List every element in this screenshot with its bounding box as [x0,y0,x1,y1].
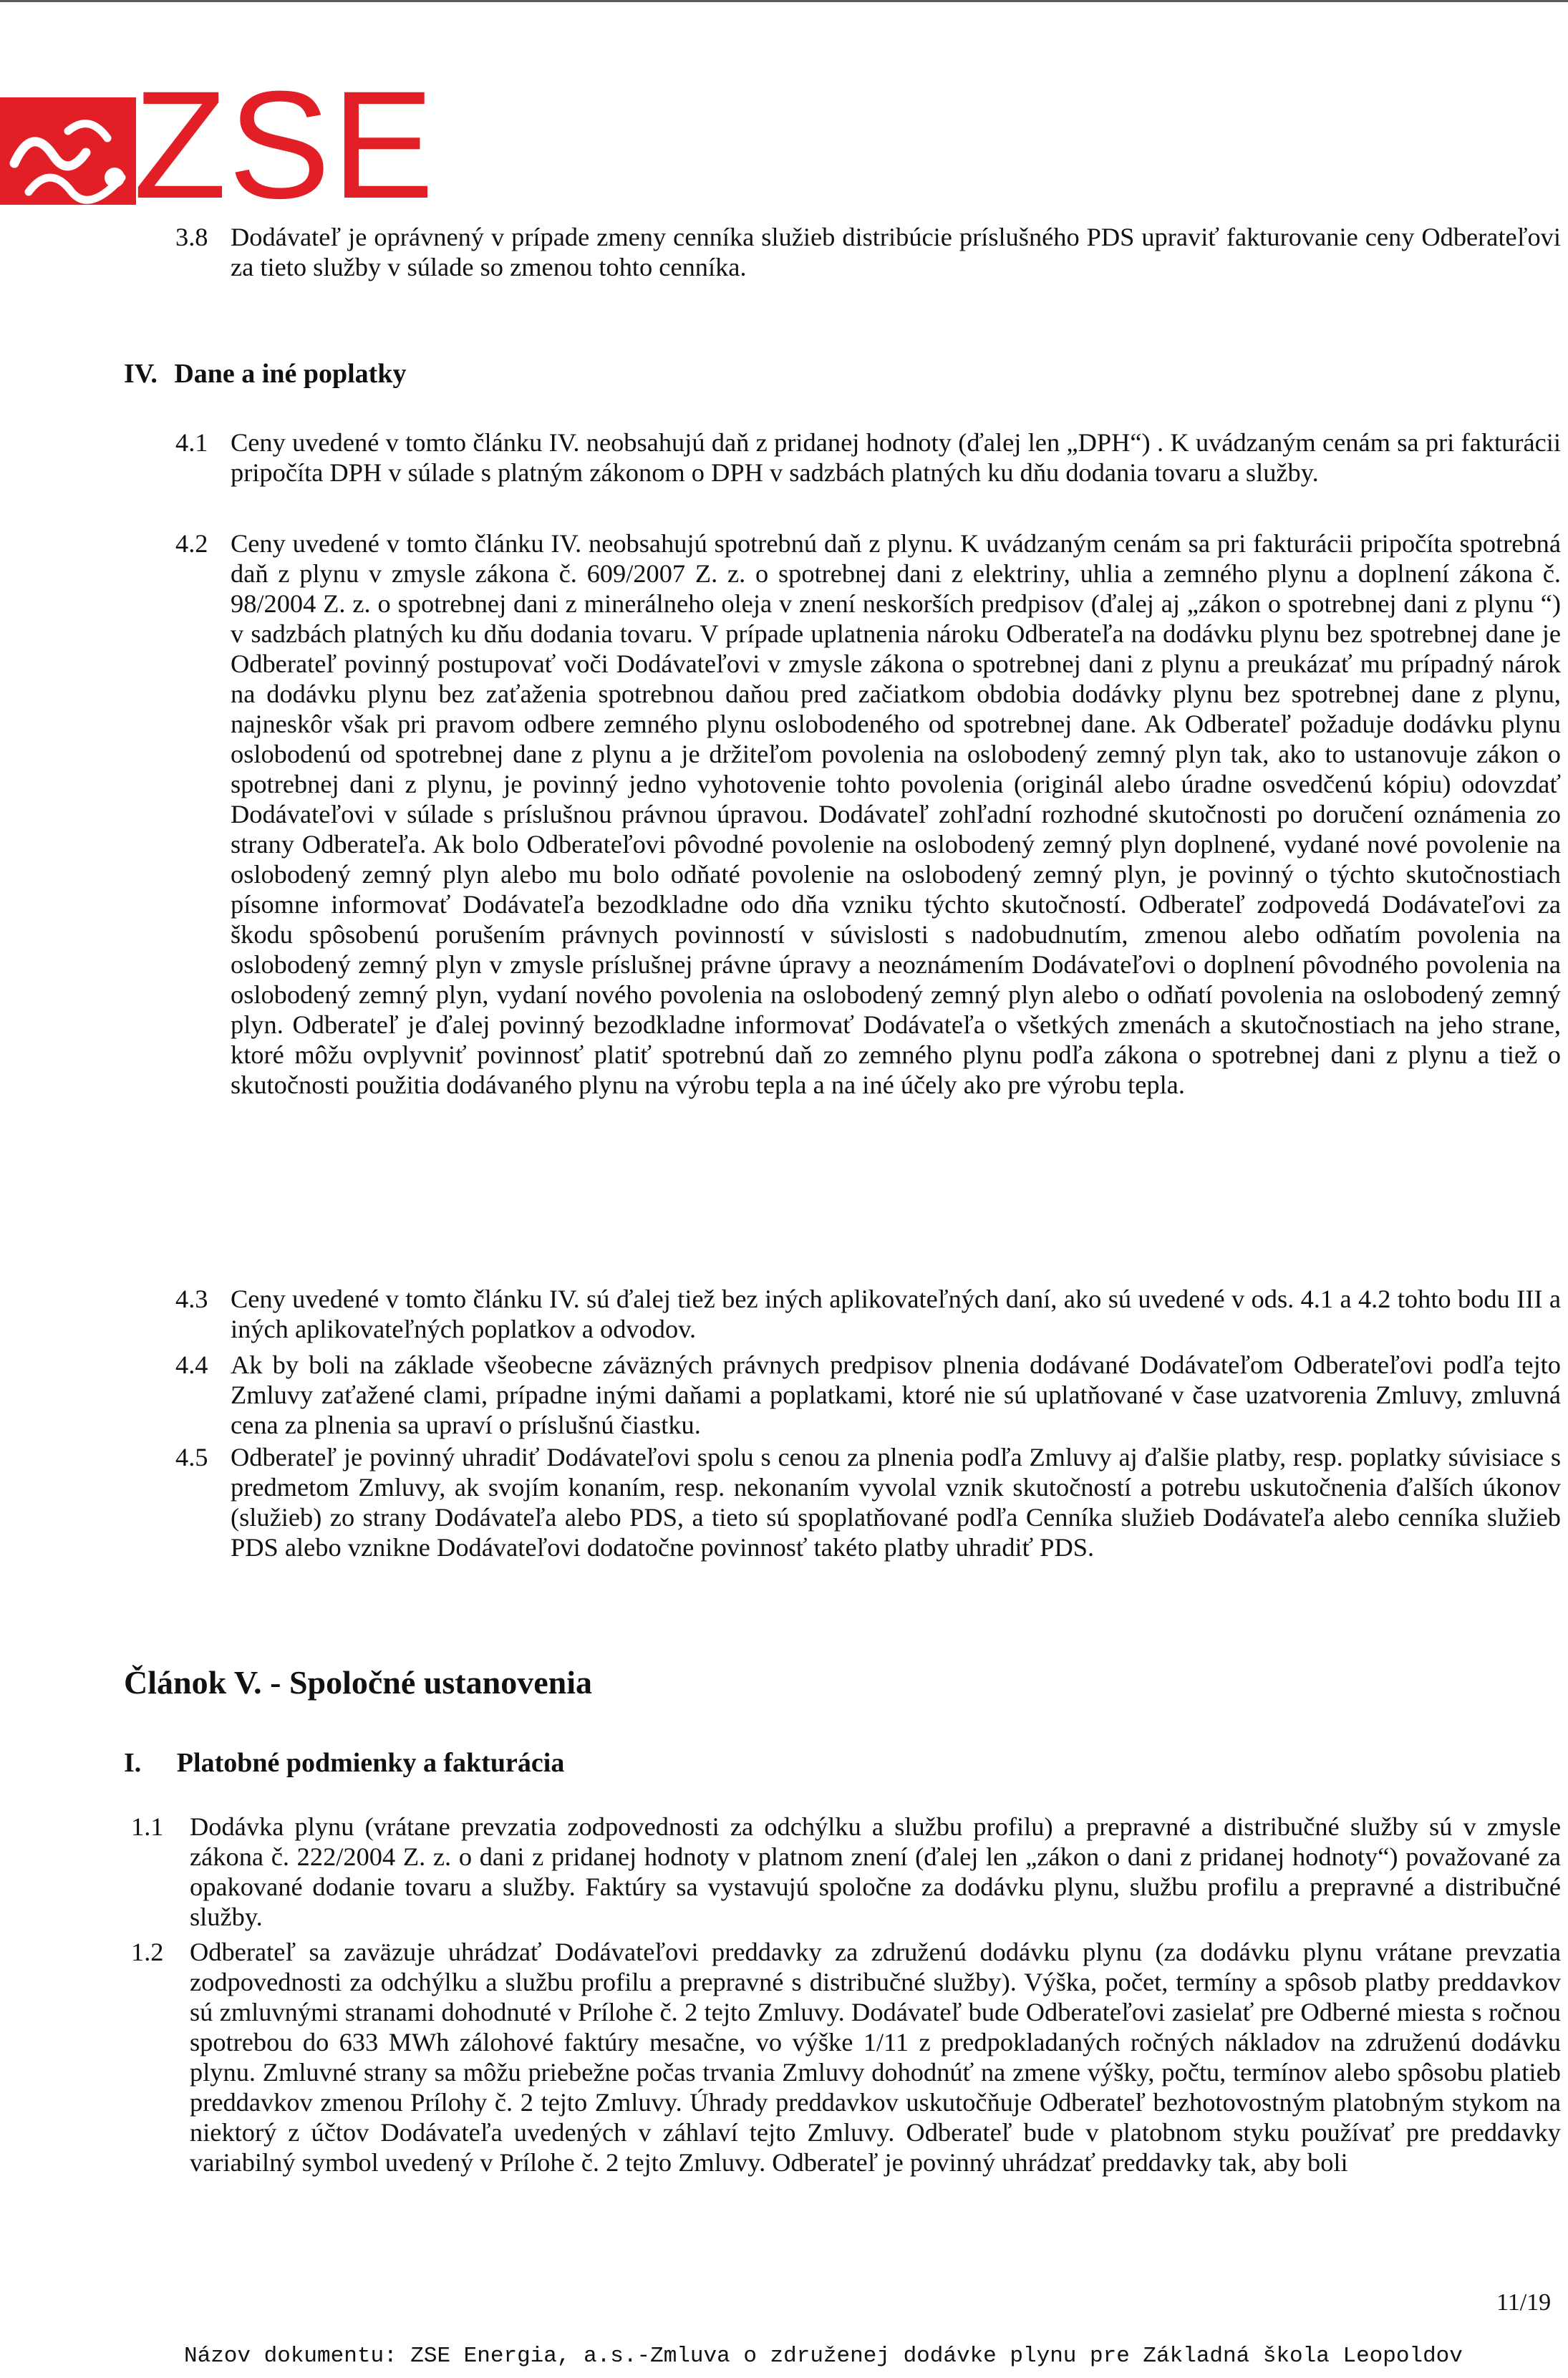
paragraph-3-8: Dodávateľ je oprávnený v prípade zmeny cenníka služieb distribúcie príslušného PDS upraviť fakturovanie ceny Odberateľovi za tieto služby v súlade so zmenou tohto cenníka. [231,223,1561,281]
item-number: 1.2 [131,1938,164,1966]
page-number: 11/19 [1496,2289,1552,2316]
item-number: 4.1 [175,428,208,457]
section-i-title: Platobné podmienky a fakturácia [176,1748,565,1778]
section-i-roman: I. [124,1748,142,1778]
zse-swirl-logo-icon [0,92,143,228]
item-number: 4.2 [175,529,208,558]
article-v-heading: Článok V. - Spoločné ustanovenia [124,1664,592,1701]
zse-logo [0,59,436,231]
scan-edge-line [0,0,1568,2]
zse-logo-text: ZSE [133,59,436,231]
paragraph-4-5: Odberateľ je povinný uhradiť Dodávateľovi spolu s cenou za plnenia podľa Zmluvy aj ďalšie platby, resp. poplatky súvisiace s predmetom Zmluvy, ak svojím konaním, resp. nekonaním vyvolal vznik skutočností a potrebu uskutočnenia ďalších úkonov (služieb) zo strany Dodávateľa alebo PDS, a tieto sú spoplatňované podľa Cenníka služieb Dodávateľa alebo cenníka služieb PDS alebo vznikne Dodávateľovi dodatočne povinnosť takéto platby uhradiť PDS. [231,1443,1561,1562]
item-number: 4.5 [175,1443,208,1471]
section-iv-heading [124,358,406,390]
paragraph-1-1: Dodávka plynu (vrátane prevzatia zodpovednosti za odchýlku a službu profilu) a prepravné a distribučné služby sú v zmysle zákona č. 222/2004 Z. z. o dani z pridanej hodnoty v platnom znení (ďalej len „zákon o dani z pridanej hodnoty“) považované za opakované dodanie tovaru a služby. Faktúry sa vystavujú spoločne za dodávku plynu, službu profilu a prepravné a distribučné služby. [190,1812,1561,1931]
paragraph-4-2: Ceny uvedené v tomto článku IV. neobsahujú spotrebnú daň z plynu. K uvádzaným cenám sa pri fakturácii pripočíta spotrebná daň z plynu v zmysle zákona č. 609/2007 Z. z. o spotrebnej dani z elektriny, uhlia a zemného plynu a doplnení zákona č. 98/2004 Z. z. o spotrebnej dani z minerálneho oleja v znení neskorších predpisov (ďalej aj „zákon o spotrebnej dani z plynu “) v sadzbách platných ku dňu dodania tovaru. V prípade uplatnenia nároku Odberateľa na dodávku plynu bez spotrebnej dane je Odberateľ povinný postupovať voči Dodávateľovi v zmysle zákona o spotrebnej dani z plynu a preukázať mu prípadný nárok na dodávku plynu bez zaťaženia spotrebnou daňou pred začiatkom obdobia dodávky plynu bez spotrebnej dane z plynu, najneskôr však pri pravom odbere zemného plynu oslobodeného od spotrebnej dane. Ak Odberateľ požaduje dodávku plynu oslobodenú od spotrebnej dane z plynu a je držiteľom povolenia na oslobodený zemný plyn tak, ako to ustanovuje zákon o spotrebnej dani z plynu, je povinný jedno vyhotovenie tohto povolenia (originál alebo úradne osvedčenú kópiu) odovzdať Dodávateľovi v súlade s príslušnou právnou úpravou. Dodávateľ zohľadní rozhodné skutočnosti po doručení oznámenia zo strany Odberateľa. Ak bolo Odberateľovi pôvodné povolenie na oslobodený zemný plyn doplnené, vydané nové povolenie na oslobodený zemný plyn alebo mu bolo odňaté povolenie na oslobodený zemný plyn, je povinný o týchto skutočnostiach písomne informovať Dodávateľa bezodkladne odo dňa vzniku týchto skutočností. Odberateľ zodpovedá Dodávateľovi za škodu spôsobenú porušením právnych povinností v súvislosti s nadobudnutím, zmenou alebo odňatím povolenia na oslobodený zemný plyn v zmysle príslušnej právne úpravy a neoznámením Dodávateľovi o doplnení pôvodného povolenia na oslobodený zemný plyn, vydaní nového povolenia na oslobodený zemný plyn alebo o odňatí povolenia na oslobodený zemný plyn. Odberateľ je ďalej povinný bezodkladne informovať Dodávateľa o všetkých zmenách a skutočnostiach na jeho strane, ktoré môžu ovplyvniť povinnosť platiť spotrebnú daň zo zemného plynu podľa zákona o spotrebnej dani z plynu a tiež o skutočnosti použitia dodávaného plynu na výrobu tepla a na iné účely ako pre výrobu tepla. [231,529,1561,1099]
paragraph-4-3: Ceny uvedené v tomto článku IV. sú ďalej tiež bez iných aplikovateľných daní, ako sú uvedené v ods. 4.1 a 4.2 tohto bodu III a iných aplikovateľných poplatkov a odvodov. [231,1285,1561,1343]
item-number: 4.4 [175,1350,208,1379]
section-iv-title: Dane a iné poplatky [174,359,407,389]
section-i-heading [124,1747,564,1779]
section-iv-roman: IV. [124,359,158,389]
item-number: 1.1 [131,1812,164,1841]
paragraph-4-1: Ceny uvedené v tomto článku IV. neobsahujú daň z pridanej hodnoty (ďalej len „DPH“) . K uvádzaným cenám sa pri fakturácii pripočíta DPH v súlade s platným zákonom o DPH v sadzbách platných ku dňu dodania tovaru a služby. [231,428,1561,487]
item-number: 4.3 [175,1285,208,1313]
paragraph-1-2: Odberateľ sa zaväzuje uhrádzať Dodávateľovi preddavky za združenú dodávku plynu (za dodávku plynu vrátane prevzatia zodpovednosti za odchýlku a službu profilu a prepravné s distribučné služby). Výška, počet, termíny a spôsob platby preddavkov sú zmluvnými stranami dohodnuté v Prílohe č. 2 tejto Zmluvy. Dodávateľ bude Odberateľovi zasielať pre Odberné miesta s ročnou spotrebou do 633 MWh zálohové faktúry mesačne, vo výške 1/11 z predpokladaných ročných nákladov na združenú dodávku plynu. Zmluvné strany sa môžu priebežne počas trvania Zmluvy dohodnúť na zmene výšky, počtu, termínov alebo spôsobu platieb preddavkov zmenou Prílohy č. 2 tejto Zmluvy. Úhrady preddavkov uskutočňuje Odberateľ bezhotovostným platobným stykom na niektorý z účtov Dodávateľa uvedených v záhlaví tejto Zmluvy. Odberateľ bude v platobnom styku používať pre preddavky variabilný symbol uvedený v Prílohe č. 2 tejto Zmluvy. Odberateľ je povinný uhrádzať preddavky tak, aby boli [190,1938,1561,2177]
document-name-footer: Názov dokumentu: ZSE Energia, a.s.-Zmluva o združenej dodávke plynu pre Základná škola Leopoldov [184,2344,1463,2369]
item-number: 3.8 [175,223,208,251]
paragraph-4-4: Ak by boli na základe všeobecne záväzných právnych predpisov plnenia dodávané Dodávateľom Odberateľovi podľa tejto Zmluvy zaťažené clami, prípadne inými daňami a poplatkami, ktoré nie sú uplatňované v čase uzatvorenia Zmluvy, zmluvná cena za plnenia sa upraví o príslušnú čiastku. [231,1350,1561,1439]
